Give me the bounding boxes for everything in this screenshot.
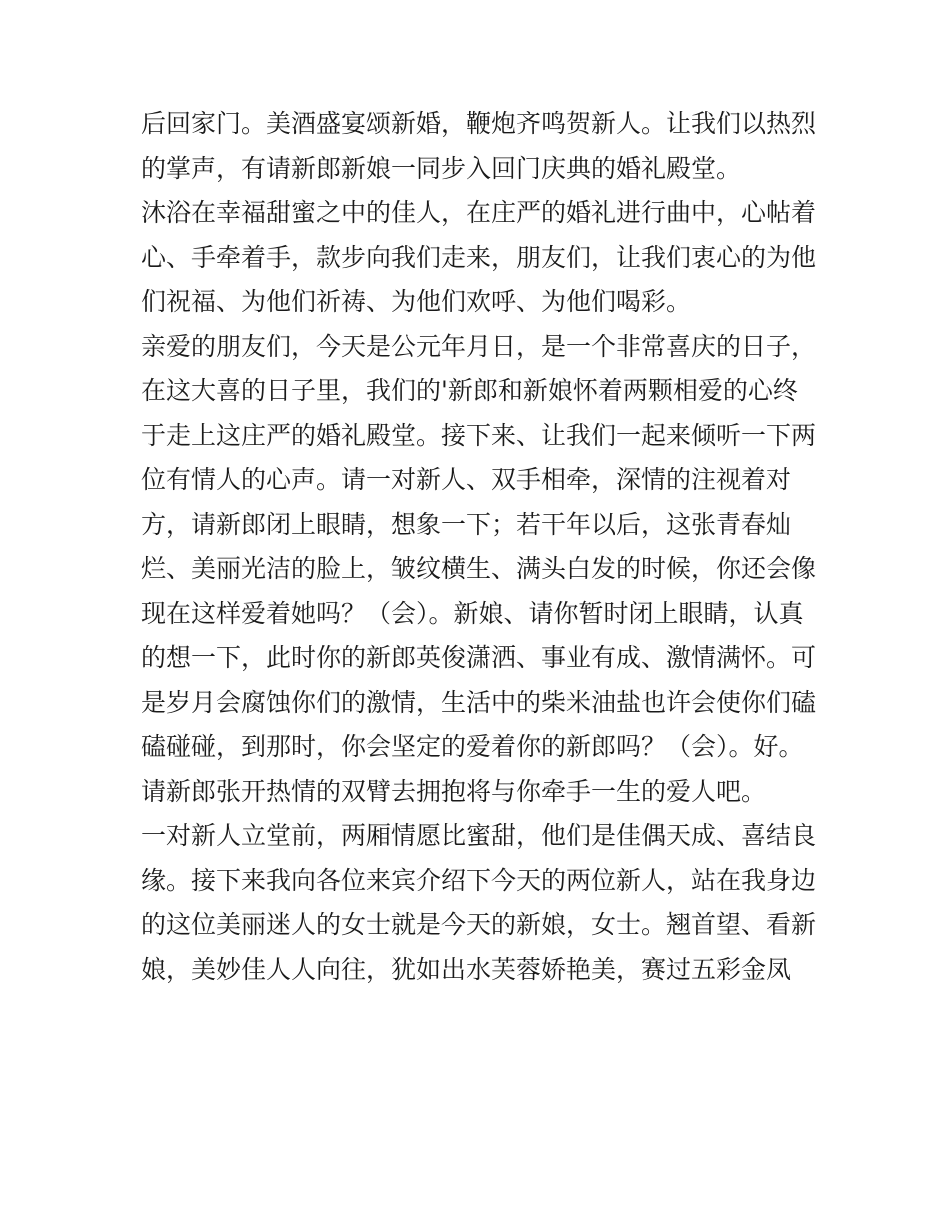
text-line: 是岁月会腐蚀你们的激情，生活中的柴米油盐也许会使你们磕 — [141, 687, 817, 717]
text-line: 在这大喜的日子里，我们的'新郎和新娘怀着两颗相爱的心终 — [141, 376, 798, 405]
text-line: 心、手牵着手，款步向我们走来，朋友们，让我们衷心的为他 — [141, 242, 817, 272]
text-line: 们祝福、为他们祈祷、为他们欢呼、为他们喝彩。 — [141, 287, 692, 316]
text-line: 请新郎张开热情的双臂去拥抱将与你牵手一生的爱人吧。 — [141, 776, 767, 806]
text-line: 一对新人立堂前，两厢情愿比蜜甜，他们是佳偶天成、喜结良 — [141, 821, 817, 850]
text-line: 沐浴在幸福甜蜜之中的佳人，在庄严的婚礼进行曲中，心帖着 — [141, 198, 817, 227]
text-line: 娘，美妙佳人人向往，犹如出水芙蓉娇艳美，赛过五彩金凤 — [141, 954, 792, 984]
text-line: 现在这样爱着她吗？（会）。新娘、请你暂时闭上眼睛，认真 — [141, 598, 804, 628]
text-line: 缘。接下来我向各位来宾介绍下今天的两位新人，站在我身边 — [141, 865, 817, 895]
document-body — [141, 102, 821, 992]
text-line: 后回家门。美酒盛宴颂新婚，鞭炮齐鸣贺新人。让我们以热烈 — [141, 109, 817, 138]
text-line: 烂、美丽光洁的脸上，皱纹横生、满头白发的时候，你还会像 — [141, 554, 817, 583]
text-line: 于走上这庄严的婚礼殿堂。接下来、让我们一起来倾听一下两 — [141, 420, 817, 450]
text-line: 的想一下，此时你的新郎英俊潇洒、事业有成、激情满怀。可 — [141, 643, 817, 672]
text-line: 位有情人的心声。请一对新人、双手相牵，深情的注视着对 — [141, 465, 792, 494]
text-line: 的掌声，有请新郎新娘一同步入回门庆典的婚礼殿堂。 — [141, 153, 742, 183]
text-line: 磕碰碰，到那时，你会坚定的爱着你的新郎吗？（会）。好。 — [141, 732, 804, 761]
text-line: 的这位美丽迷人的女士就是今天的新娘，女士。翘首望、看新 — [141, 910, 817, 939]
text-line: 方，请新郎闭上眼睛，想象一下；若干年以后，这张青春灿 — [141, 509, 792, 539]
text-line: 亲爱的朋友们，今天是公元年月日，是一个非常喜庆的日子， — [141, 331, 817, 361]
